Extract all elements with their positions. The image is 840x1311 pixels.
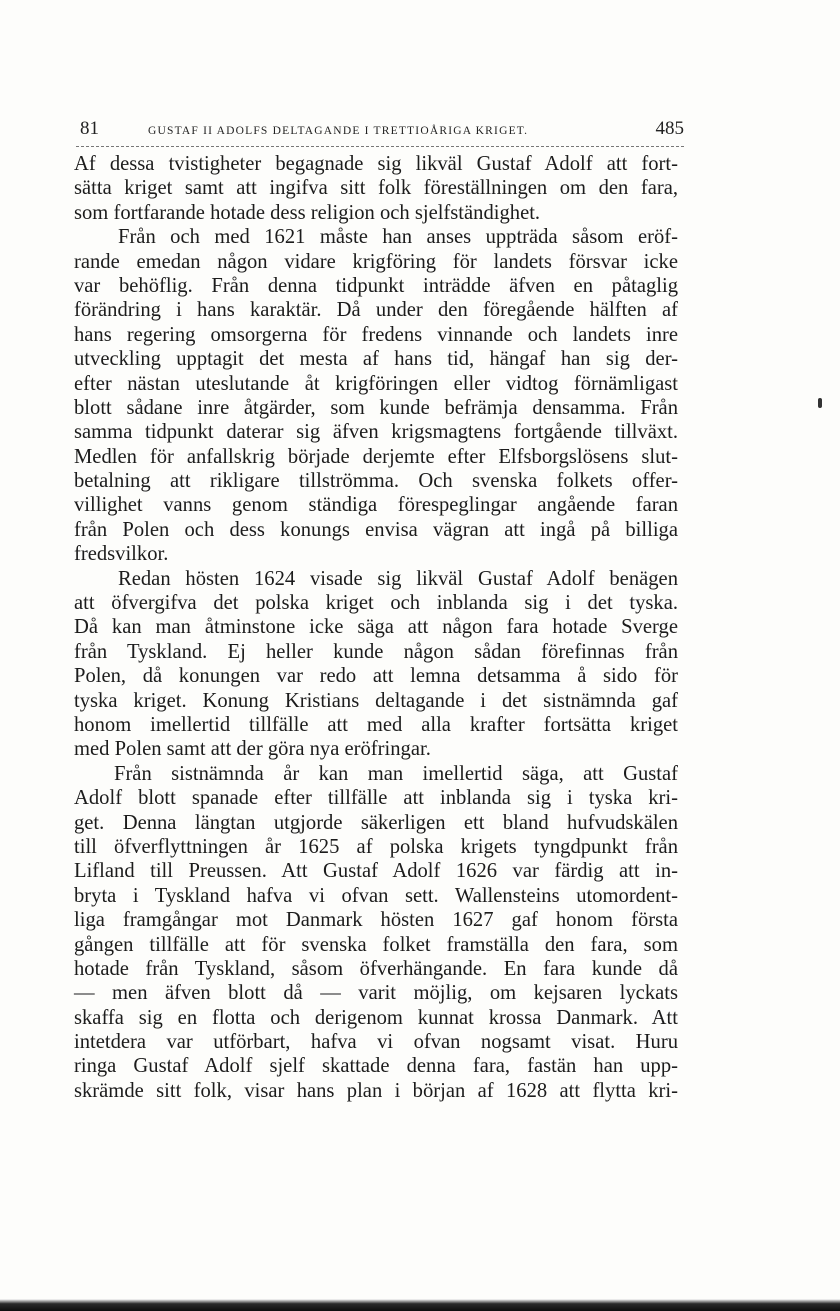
- text-line: rande emedan någon vidare krigföring för landets försvar icke: [74, 250, 678, 273]
- margin-mark: [818, 398, 822, 408]
- text-line: med Polen samt att der göra nya eröfringar.: [74, 738, 431, 761]
- header-rule: [76, 146, 684, 147]
- page-header: [80, 116, 684, 142]
- text-line: Från sistnämnda år kan man imellertid säga, att Gustaf: [114, 762, 678, 785]
- text-line: villighet vanns genom ständiga förespeglingar angående faran: [74, 494, 678, 517]
- text-line: som fortfarande hotade dess religion och sjelfständighet.: [74, 201, 541, 224]
- text-line: bryta i Tyskland hafva vi ofvan sett. Wallensteins utomordent-: [74, 884, 678, 907]
- text-line: var behöflig. Från denna tidpunkt inträdde äfven en påtaglig: [74, 274, 678, 297]
- text-line: från Polen och dess konungs envisa vägran att ingå på billiga: [74, 518, 678, 541]
- text-line: get. Denna längtan utgjorde säkerligen ett bland hufvudskälen: [74, 811, 678, 834]
- text-line: Lifland till Preussen. Att Gustaf Adolf 1626 var färdig att in-: [74, 860, 678, 883]
- text-line: Då kan man åtminstone icke säga att någon fara hotade Sverge: [74, 616, 678, 639]
- text-line: Från och med 1621 måste han anses uppträda såsom eröf-: [118, 226, 678, 249]
- page-number-left: 81: [80, 118, 99, 139]
- scan-edge: [0, 1299, 840, 1311]
- text-line: Adolf blott spanade efter tillfälle att inblanda sig i tyska kri-: [74, 787, 678, 810]
- body-text: [74, 152, 678, 1103]
- text-line: efter nästan uteslutande åt krigföringen eller vidtog förnämligast: [74, 372, 678, 395]
- text-line: att öfvergifva det polska kriget och inblanda sig i det tyska.: [74, 592, 678, 615]
- text-line: liga framgångar mot Danmark hösten 1627 gaf honom första: [74, 909, 678, 932]
- text-line: fredsvilkor.: [74, 543, 169, 566]
- text-line: från Tyskland. Ej heller kunde någon sådan förefinnas från: [74, 640, 678, 663]
- text-line: samma tidpunkt daterar sig äfven krigsmagtens fortgående tillväxt.: [74, 421, 678, 444]
- text-line: blott sådane inre åtgärder, som kunde befrämja densamma. Från: [74, 396, 678, 419]
- text-line: ringa Gustaf Adolf sjelf skattade denna fara, fastän han upp-: [74, 1055, 678, 1078]
- text-line: hotade från Tyskland, såsom öfverhängande. En fara kunde då: [74, 957, 678, 980]
- text-line: Polen, då konungen var redo att lemna detsamma å sido för: [74, 665, 678, 688]
- text-line: — men äfven blott då — varit möjlig, om kejsaren lyckats: [74, 982, 678, 1005]
- running-title: GUSTAF II ADOLFS DELTAGANDE I TRETTIOÅRIGA KRIGET.: [148, 125, 529, 137]
- text-line: hans regering omsorgerna för fredens vinnande och landets inre: [74, 323, 678, 346]
- text-line: skaffa sig en flotta och derigenom kunnat krossa Danmark. Att: [74, 1006, 678, 1029]
- text-line: intetdera var utförbart, hafva vi ofvan nogsamt visat. Huru: [74, 1031, 678, 1054]
- text-line: betalning att rikligare tillströmma. Och svenska folkets offer-: [74, 470, 678, 493]
- text-line: Redan hösten 1624 visade sig likväl Gustaf Adolf benägen: [118, 567, 678, 590]
- text-line: Af dessa tvistigheter begagnade sig likväl Gustaf Adolf att fort-: [74, 153, 678, 175]
- text-line: till öfverflyttningen år 1625 af polska krigets tyngdpunkt från: [74, 835, 678, 858]
- page-number-right: 485: [655, 118, 684, 139]
- text-line: utveckling upptagit det mesta af hans tid, hängaf han sig der-: [74, 348, 678, 371]
- text-line: förändring i hans karaktär. Då under den föregående hälften af: [74, 299, 678, 322]
- text-line: skrämde sitt folk, visar hans plan i början af 1628 att flytta kri-: [74, 1079, 678, 1102]
- text-line: honom imellertid tillfälle att med alla krafter fortsätta kriget: [74, 713, 678, 736]
- text-line: Medlen för anfallskrig började derjemte efter Elfsborgslösens slut-: [74, 445, 678, 468]
- text-line: gången tillfälle att för svenska folket framställa den fara, som: [74, 933, 678, 956]
- text-line: tyska kriget. Konung Kristians deltagande i det sistnämnda gaf: [74, 689, 678, 712]
- text-line: sätta kriget samt att ingifva sitt folk föreställningen om den fara,: [74, 177, 678, 200]
